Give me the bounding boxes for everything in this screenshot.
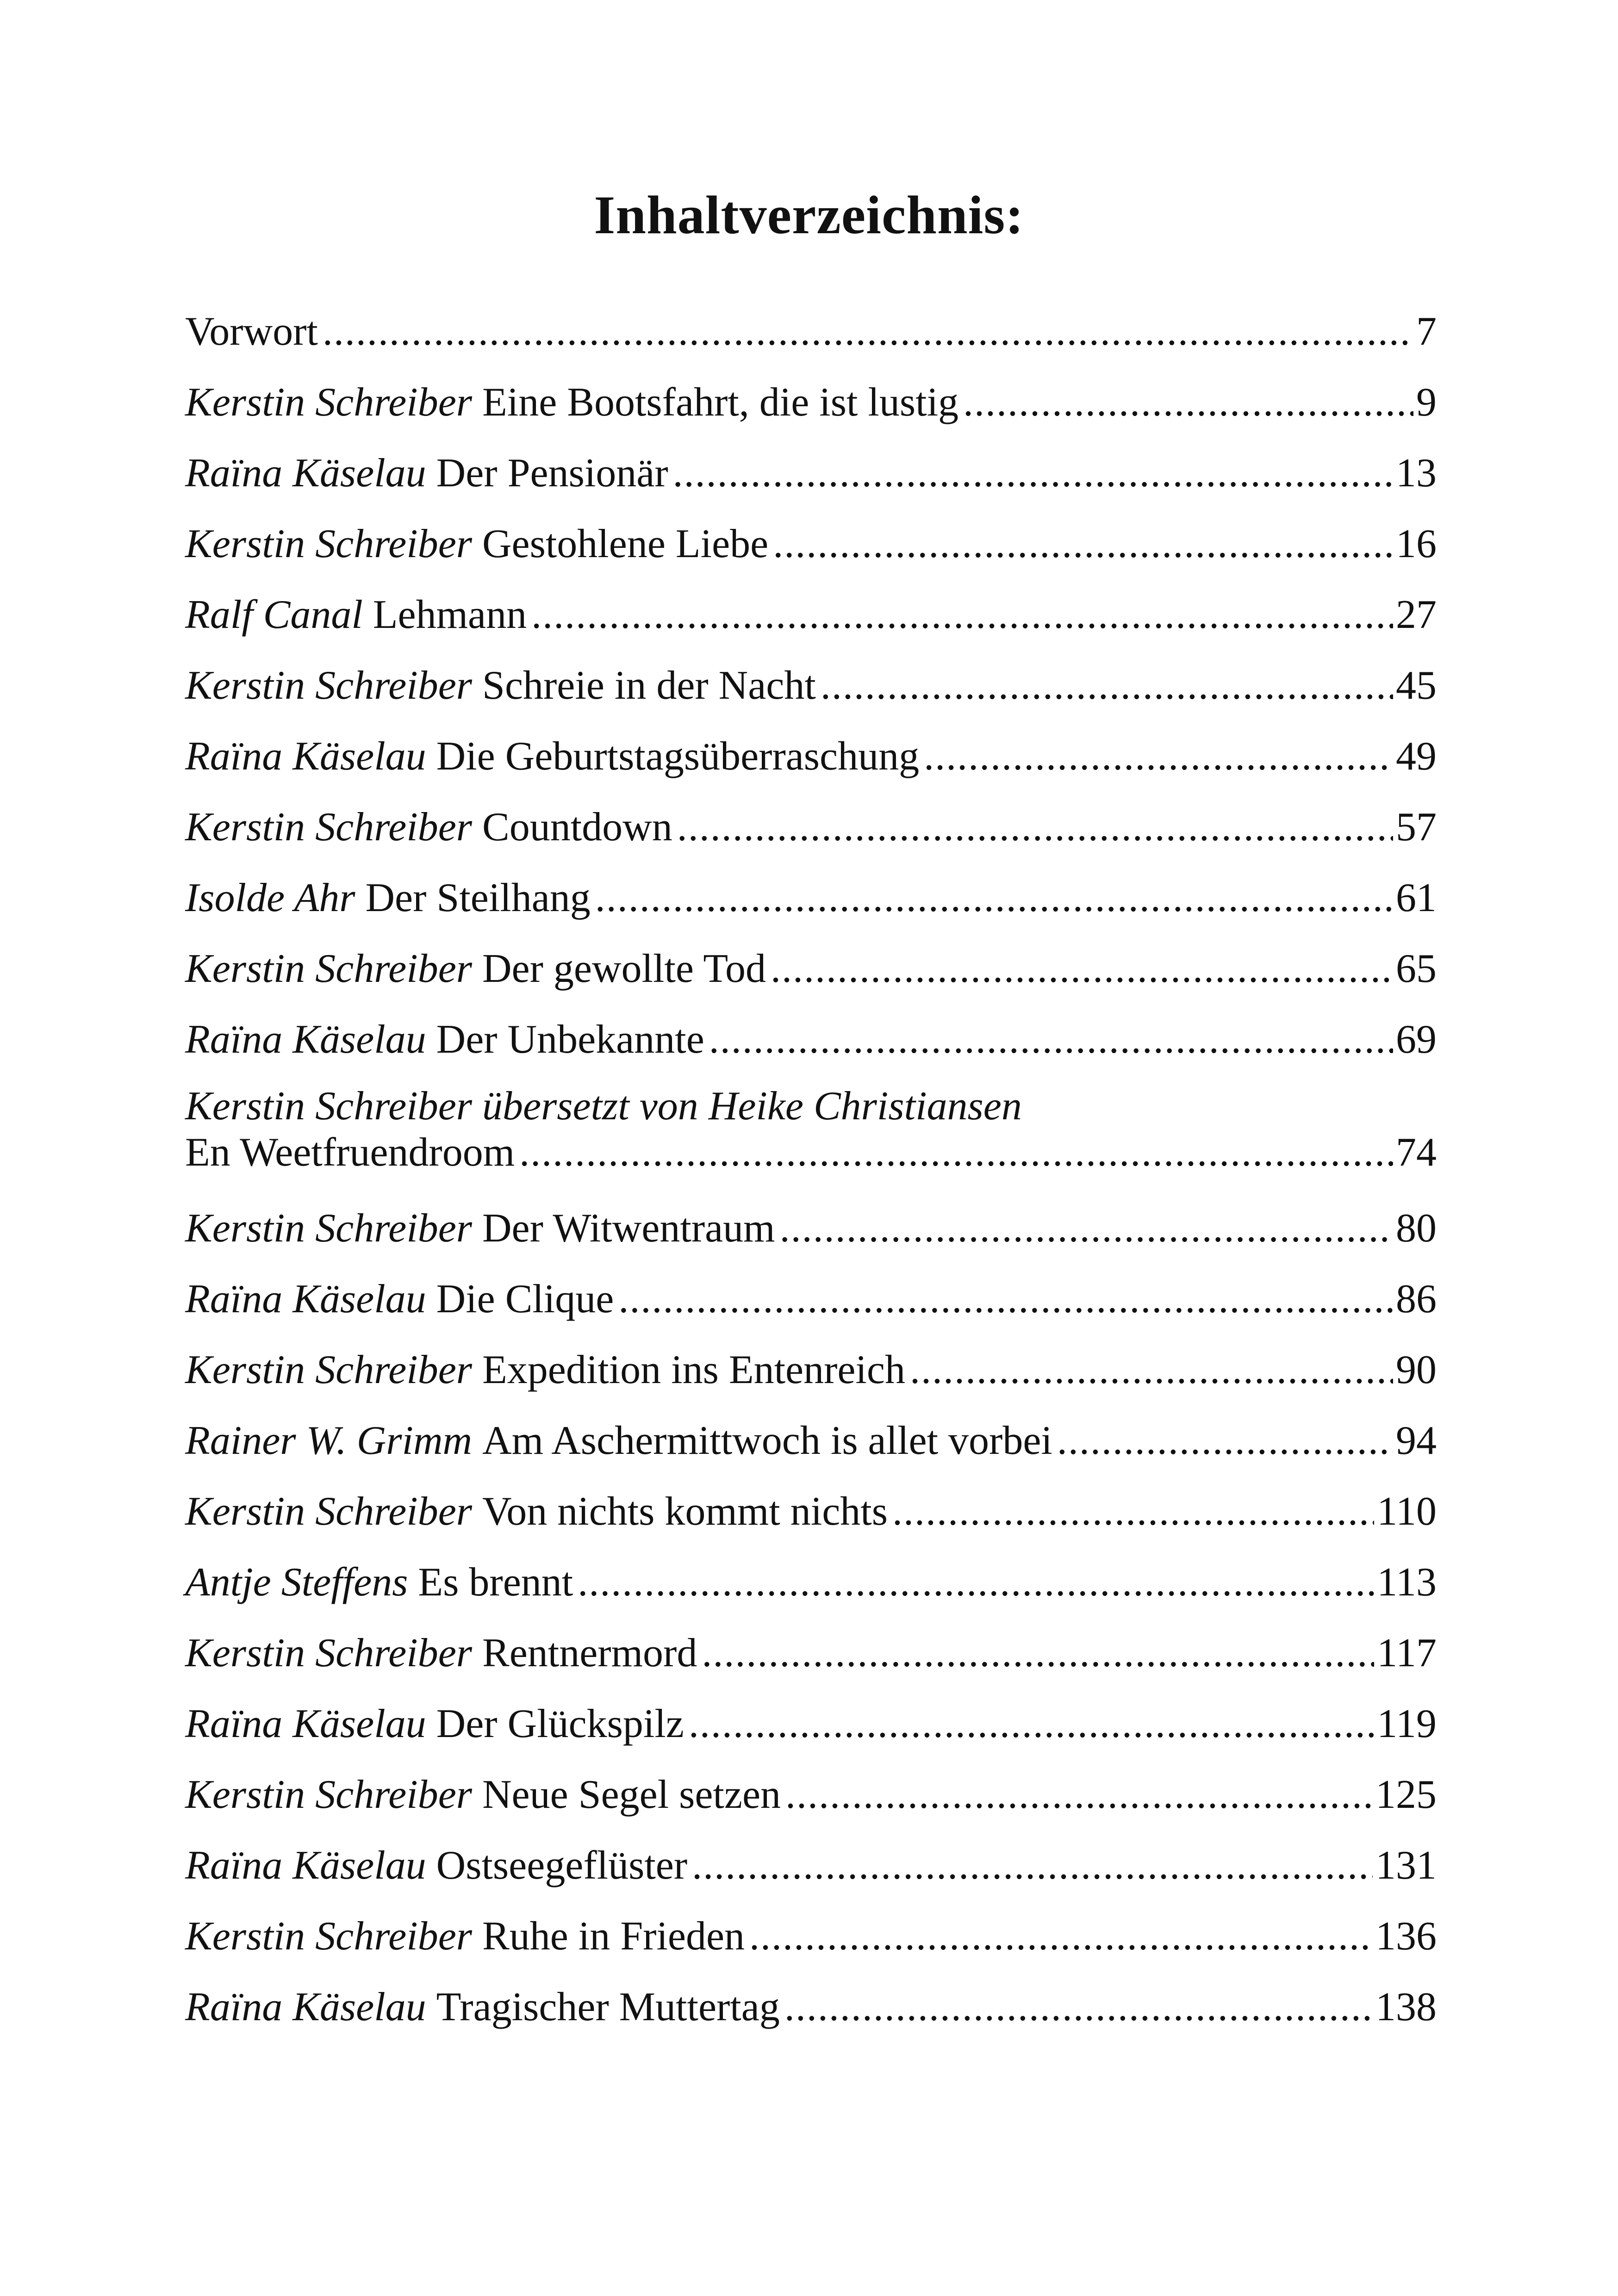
- page-number: 7: [1416, 309, 1437, 354]
- entry-title: Am Aschermittwoch is allet vorbei: [482, 1418, 1052, 1463]
- page-number: 45: [1396, 663, 1437, 708]
- toc-entry: [185, 1688, 1437, 1759]
- page-number: 131: [1375, 1843, 1437, 1888]
- entry-title: Der gewollte Tod: [482, 946, 766, 991]
- dot-leader: [784, 1984, 1373, 2030]
- page-number: 119: [1377, 1701, 1437, 1746]
- toc-entry: [185, 1618, 1437, 1688]
- page-number: 27: [1396, 592, 1437, 637]
- toc-entry: [185, 1547, 1437, 1618]
- entry-title: Rentnermord: [482, 1630, 697, 1675]
- dot-leader: [773, 521, 1393, 567]
- dot-leader: [673, 450, 1393, 496]
- entry-author: Kerstin Schreiber: [185, 1913, 472, 1959]
- entry-title: Tragischer Muttertag: [436, 1984, 780, 2029]
- dot-leader: [1057, 1418, 1393, 1464]
- dot-leader: [780, 1205, 1393, 1252]
- page-number: 94: [1396, 1418, 1437, 1463]
- toc-entry: [185, 1830, 1437, 1901]
- toc-entry: [185, 367, 1437, 438]
- entry-author: Raïna Käselau: [185, 733, 426, 779]
- toc-entry: [185, 1972, 1437, 2042]
- page-number: 69: [1396, 1017, 1437, 1062]
- entry-title: Vorwort: [185, 309, 318, 354]
- page-number: 125: [1375, 1772, 1437, 1817]
- entry-author: Raïna Käselau: [185, 1017, 426, 1062]
- dot-leader: [709, 1017, 1393, 1063]
- toc-entry: [185, 1264, 1437, 1334]
- entry-author: Kerstin Schreiber: [185, 1489, 472, 1534]
- page-title: Inhaltverzeichnis:: [594, 185, 1024, 245]
- page-number: 16: [1396, 521, 1437, 566]
- entry-author: Kerstin Schreiber: [185, 1772, 472, 1817]
- entry-title: En Weetfruendroom: [185, 1130, 515, 1175]
- entry-title: Die Geburtstagsüberraschung: [436, 733, 920, 779]
- entry-author: Kerstin Schreiber: [185, 1347, 472, 1392]
- toc-entry: [185, 1334, 1437, 1405]
- entry-title: Ostseegeflüster: [436, 1843, 688, 1888]
- dot-leader: [677, 804, 1393, 850]
- toc-entry: [185, 863, 1437, 933]
- toc-entry: [185, 1004, 1437, 1075]
- entry-title: Der Unbekannte: [436, 1017, 704, 1062]
- entry-title: Der Steilhang: [365, 875, 591, 920]
- page-number: 117: [1377, 1630, 1437, 1675]
- dot-leader: [771, 946, 1393, 992]
- entry-author: Raïna Käselau: [185, 1701, 426, 1746]
- page-number: 110: [1377, 1489, 1437, 1534]
- toc-entry: [185, 1759, 1437, 1830]
- toc-entry: [185, 650, 1437, 721]
- page-number: 90: [1396, 1347, 1437, 1392]
- entry-author: Kerstin Schreiber: [185, 521, 472, 566]
- dot-leader: [892, 1489, 1374, 1535]
- entry-author: Kerstin Schreiber: [185, 379, 472, 425]
- toc-entry: [185, 1193, 1437, 1264]
- dot-leader: [323, 309, 1413, 355]
- page-number: 65: [1396, 946, 1437, 991]
- page-number: 136: [1375, 1913, 1437, 1959]
- entry-author: Raïna Käselau: [185, 1984, 426, 2029]
- dot-leader: [692, 1843, 1373, 1889]
- dot-leader: [910, 1347, 1393, 1393]
- entry-title: Expedition ins Entenreich: [482, 1347, 905, 1392]
- toc-entry: [185, 579, 1437, 650]
- dot-leader: [618, 1276, 1393, 1322]
- entry-author: Raïna Käselau: [185, 1843, 426, 1888]
- entry-title: Gestohlene Liebe: [482, 521, 769, 566]
- entry-title: Schreie in der Nacht: [482, 663, 816, 708]
- table-of-contents: [185, 296, 1437, 2042]
- toc-entry: [185, 1901, 1437, 1972]
- page-number: 13: [1396, 450, 1437, 496]
- entry-title: Die Clique: [436, 1276, 614, 1322]
- dot-leader: [785, 1772, 1373, 1818]
- page-number: 57: [1396, 804, 1437, 850]
- page-number: 113: [1377, 1559, 1437, 1605]
- toc-entry: [185, 933, 1437, 1004]
- toc-entry: [185, 1405, 1437, 1476]
- entry-title: Der Witwentraum: [482, 1205, 775, 1251]
- entry-author: Kerstin Schreiber: [185, 804, 472, 850]
- entry-title: Von nichts kommt nichts: [482, 1489, 888, 1534]
- entry-author: Antje Steffens: [185, 1559, 408, 1605]
- entry-author: Kerstin Schreiber: [185, 1205, 472, 1251]
- dot-leader: [749, 1913, 1373, 1960]
- entry-title: Der Pensionär: [436, 450, 668, 496]
- entry-author: Isolde Ahr: [185, 875, 355, 920]
- entry-title: Es brennt: [418, 1559, 573, 1605]
- page-number: 9: [1416, 379, 1437, 425]
- toc-entry: [185, 1075, 1437, 1193]
- toc-entry: [185, 721, 1437, 792]
- page-number: 74: [1396, 1130, 1437, 1175]
- dot-leader: [531, 592, 1393, 638]
- entry-title: Countdown: [482, 804, 672, 850]
- entry-title: Eine Bootsfahrt, die ist lustig: [482, 379, 959, 425]
- toc-entry: [185, 792, 1437, 863]
- dot-leader: [963, 379, 1413, 426]
- entry-title: Neue Segel setzen: [482, 1772, 781, 1817]
- dot-leader: [578, 1559, 1374, 1606]
- entry-author: Raïna Käselau: [185, 1276, 426, 1322]
- entry-title: Der Glückspilz: [436, 1701, 684, 1746]
- entry-author: Kerstin Schreiber: [185, 1630, 472, 1675]
- dot-leader: [595, 875, 1393, 921]
- entry-author: Raïna Käselau: [185, 450, 426, 496]
- entry-author: Kerstin Schreiber: [185, 663, 472, 708]
- toc-entry: [185, 1476, 1437, 1547]
- page-number: 49: [1396, 733, 1437, 779]
- entry-author: Rainer W. Grimm: [185, 1418, 473, 1463]
- page-number: 86: [1396, 1276, 1437, 1322]
- entry-author: Kerstin Schreiber übersetzt von Heike Christiansen: [185, 1084, 1022, 1129]
- entry-author: Ralf Canal: [185, 592, 363, 637]
- page-number: 61: [1396, 875, 1437, 920]
- toc-entry: [185, 296, 1437, 367]
- page-number: 138: [1375, 1984, 1437, 2029]
- dot-leader: [519, 1129, 1393, 1176]
- dot-leader: [702, 1630, 1374, 1676]
- entry-title: Lehmann: [373, 592, 527, 637]
- dot-leader: [689, 1701, 1374, 1747]
- entry-author: Kerstin Schreiber: [185, 946, 472, 991]
- dot-leader: [924, 733, 1393, 780]
- toc-entry: [185, 509, 1437, 579]
- page-number: 80: [1396, 1205, 1437, 1251]
- dot-leader: [821, 663, 1393, 709]
- toc-entry: [185, 438, 1437, 509]
- entry-title: Ruhe in Frieden: [482, 1913, 745, 1959]
